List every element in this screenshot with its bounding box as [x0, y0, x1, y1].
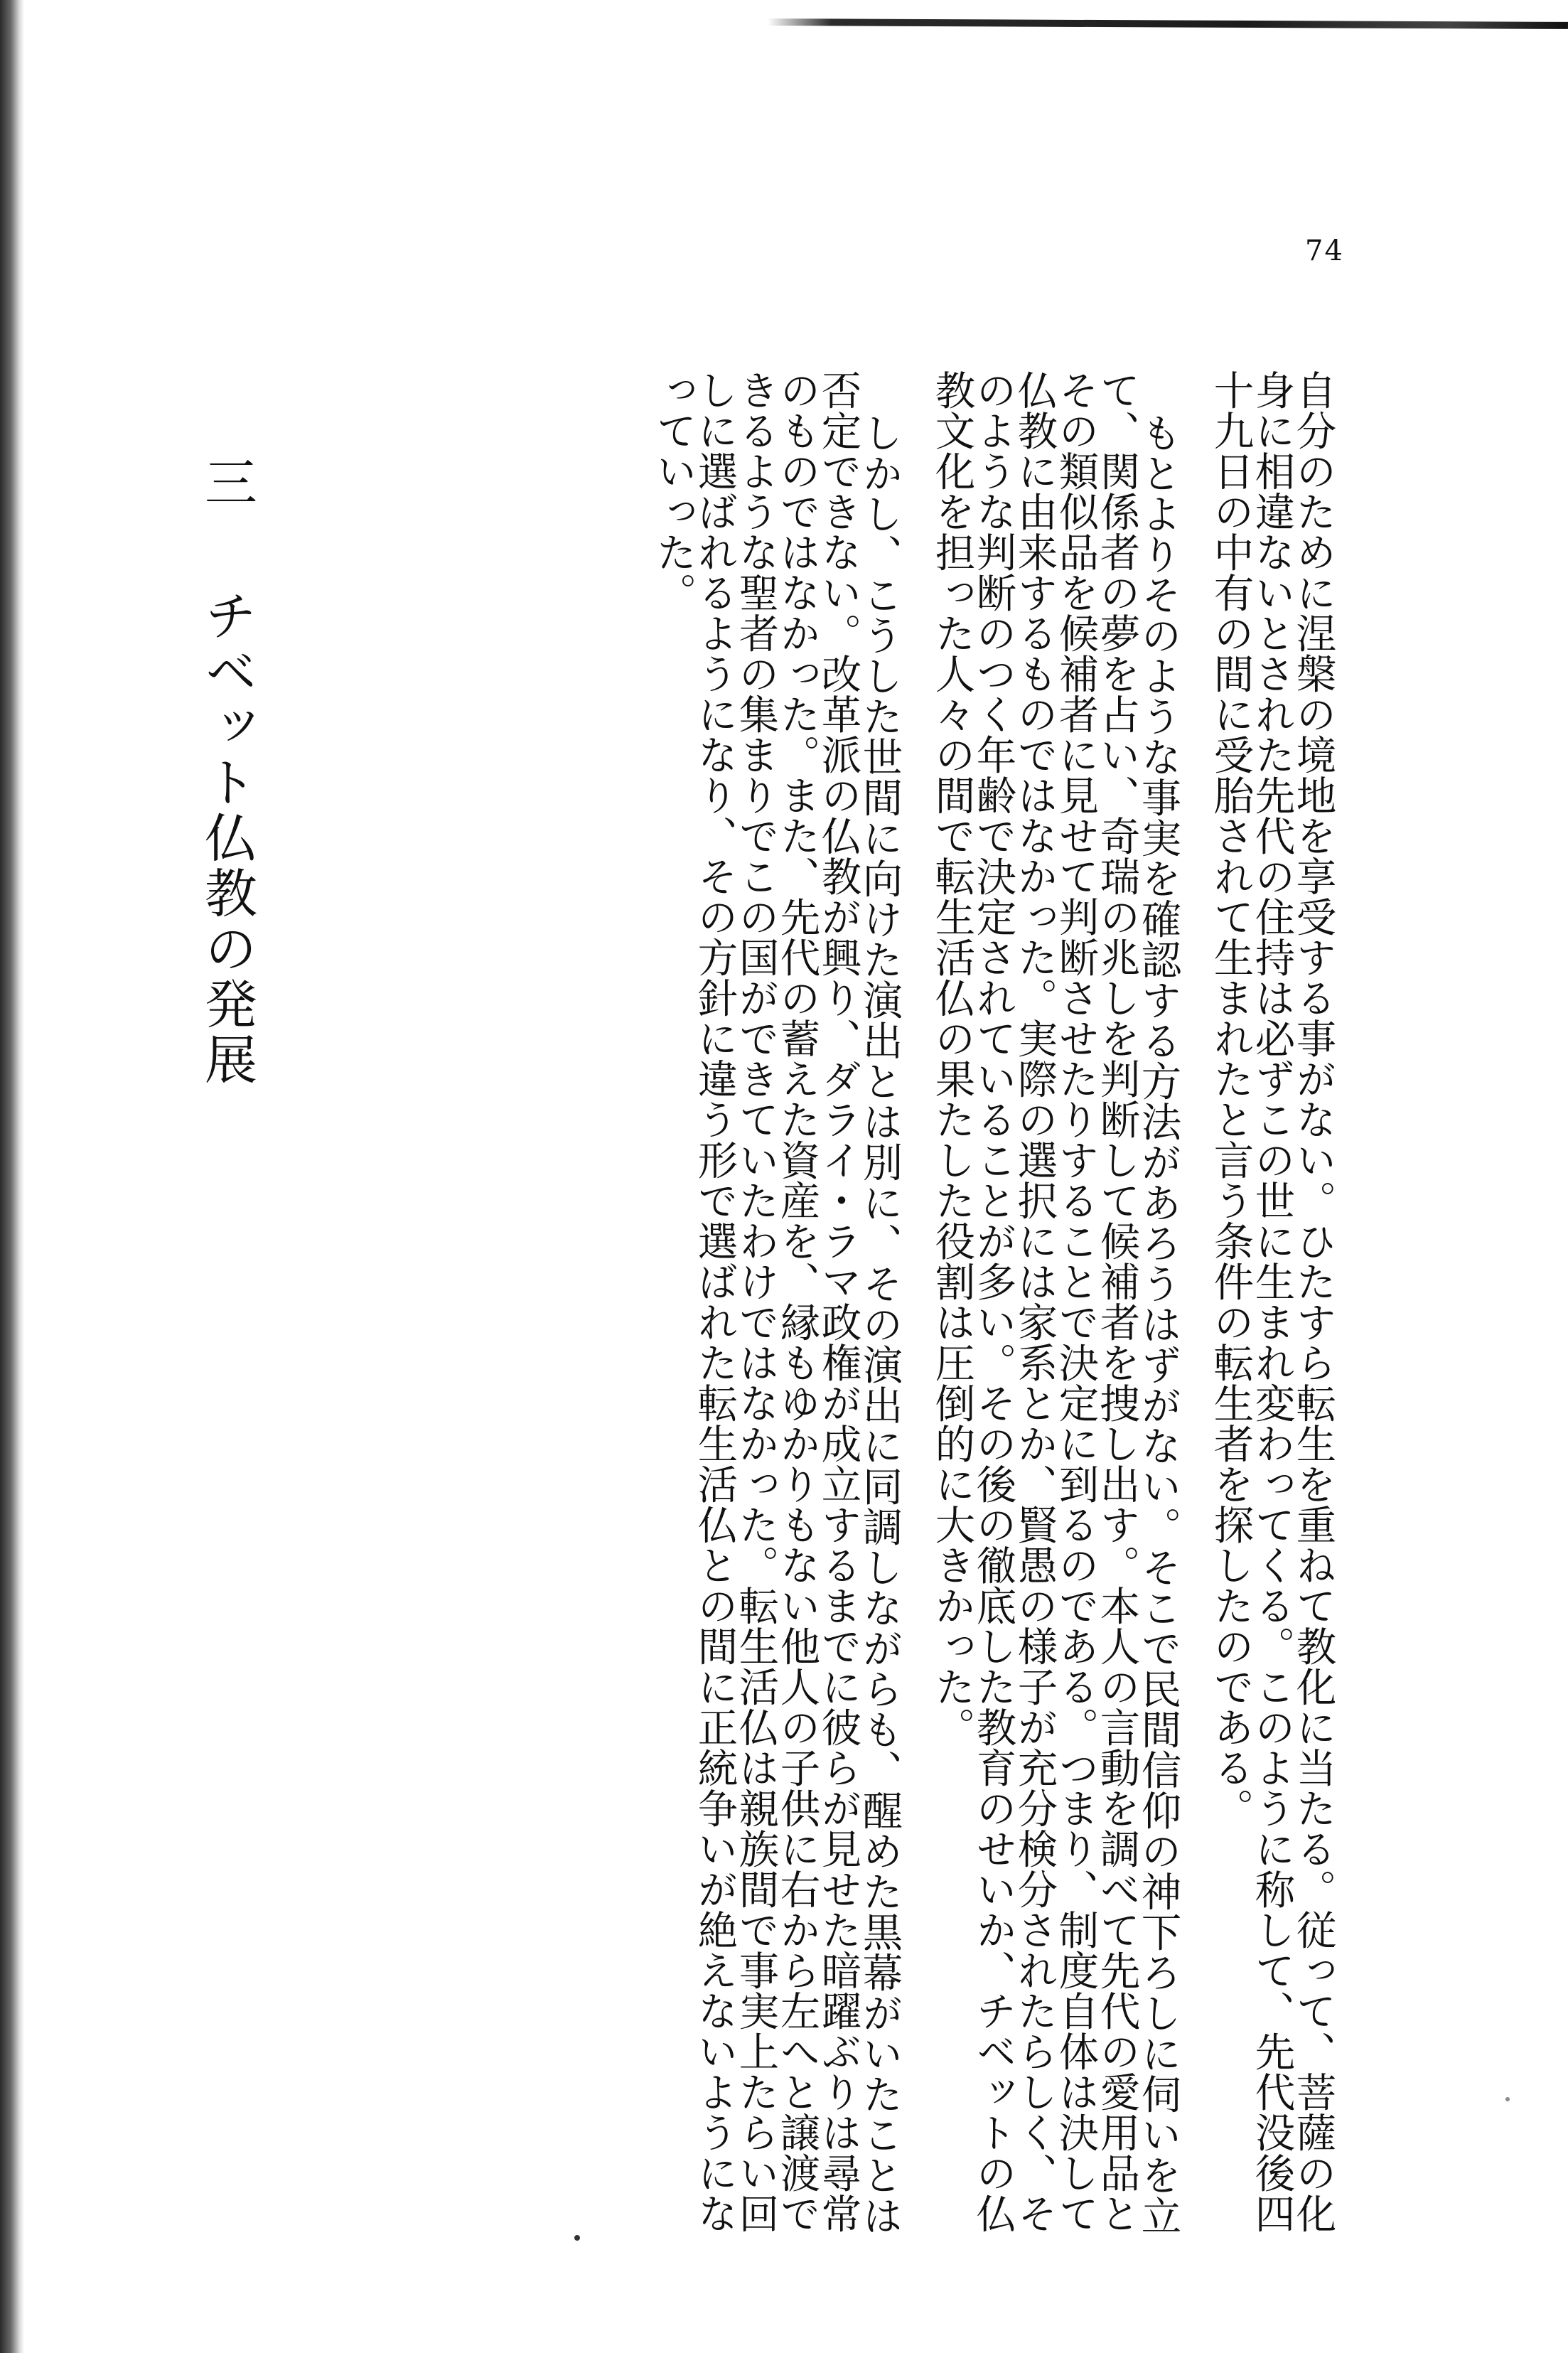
binding-shadow [0, 0, 24, 2353]
section-title: チベット仏教の発展 [196, 589, 257, 1088]
text-column: もとよりそのような事実を確認する方法があろうはずがない。そこで民間信仰の神下ろしに伺いを立 [1134, 412, 1181, 2236]
text-column: 自分のために涅槃の境地を享受する事がない。ひたすら転生を重ねて教化に当たる。従って、菩薩の化 [1289, 370, 1336, 2234]
text-column: 教文化を担った人々の間で転生活仏の果たした役割は圧倒的に大きかった。 [928, 370, 975, 1747]
scan-speck [574, 2235, 580, 2241]
text-column: のものではなかった。また、先代の蓄えた資産を、縁もゆかりもない他人の子供に右から左へと譲渡で [773, 370, 820, 2234]
text-column: 否定できない。改革派の仏教が興り、ダライ・ラマ政権が成立するまでに彼らが見せた暗躍ぶりは尋常 [815, 370, 861, 2234]
text-column: っていった。 [650, 370, 697, 613]
page-number: 74 [1305, 235, 1344, 267]
text-column: 仏教に由来するものではなかった。実際の選択には家系とか、賢愚の様子が充分検分されたらしく、そ [1011, 370, 1058, 2234]
section-number: 三 [196, 455, 257, 510]
text-column: 身に相違ないとされた先代の住持は必ずこの世に生まれ変わってくる。このように称して、先代没後四 [1248, 370, 1295, 2234]
section-heading [196, 455, 257, 1088]
text-column: しに選ばれるようになり、その方針に違う形で選ばれた転生活仏との間に正統争いが絶えないようにな [691, 370, 738, 2234]
text-column: きるような聖者の集まりでこの国ができていたわけではなかった。転生活仏は親族間で事実上たらい回 [732, 370, 779, 2234]
text-column: しかし、こうした世間に向けた演出とは別に、その演出に同調しながらも、醒めた黒幕がいたことは [856, 412, 903, 2236]
text-column: て、関係者の夢を占い、奇瑞の兆しを判断して候補者を捜し出す。本人の言動を調べて先代の愛用品と [1093, 370, 1140, 2234]
text-column: のような判断のつく年齢で決定されていることが多い。その後の徹底した教育のせいか、チベットの仏 [970, 370, 1016, 2234]
scan-speck [1505, 2097, 1510, 2101]
text-column: その類似品を候補者に見せて判断させたりすることで決定に到るのである。つまり、制度自体は決して [1052, 370, 1099, 2234]
top-rule [768, 18, 1568, 29]
text-column: 十九日の中有の間に受胎されて生まれたと言う条件の転生者を探したのである。 [1207, 370, 1254, 1828]
